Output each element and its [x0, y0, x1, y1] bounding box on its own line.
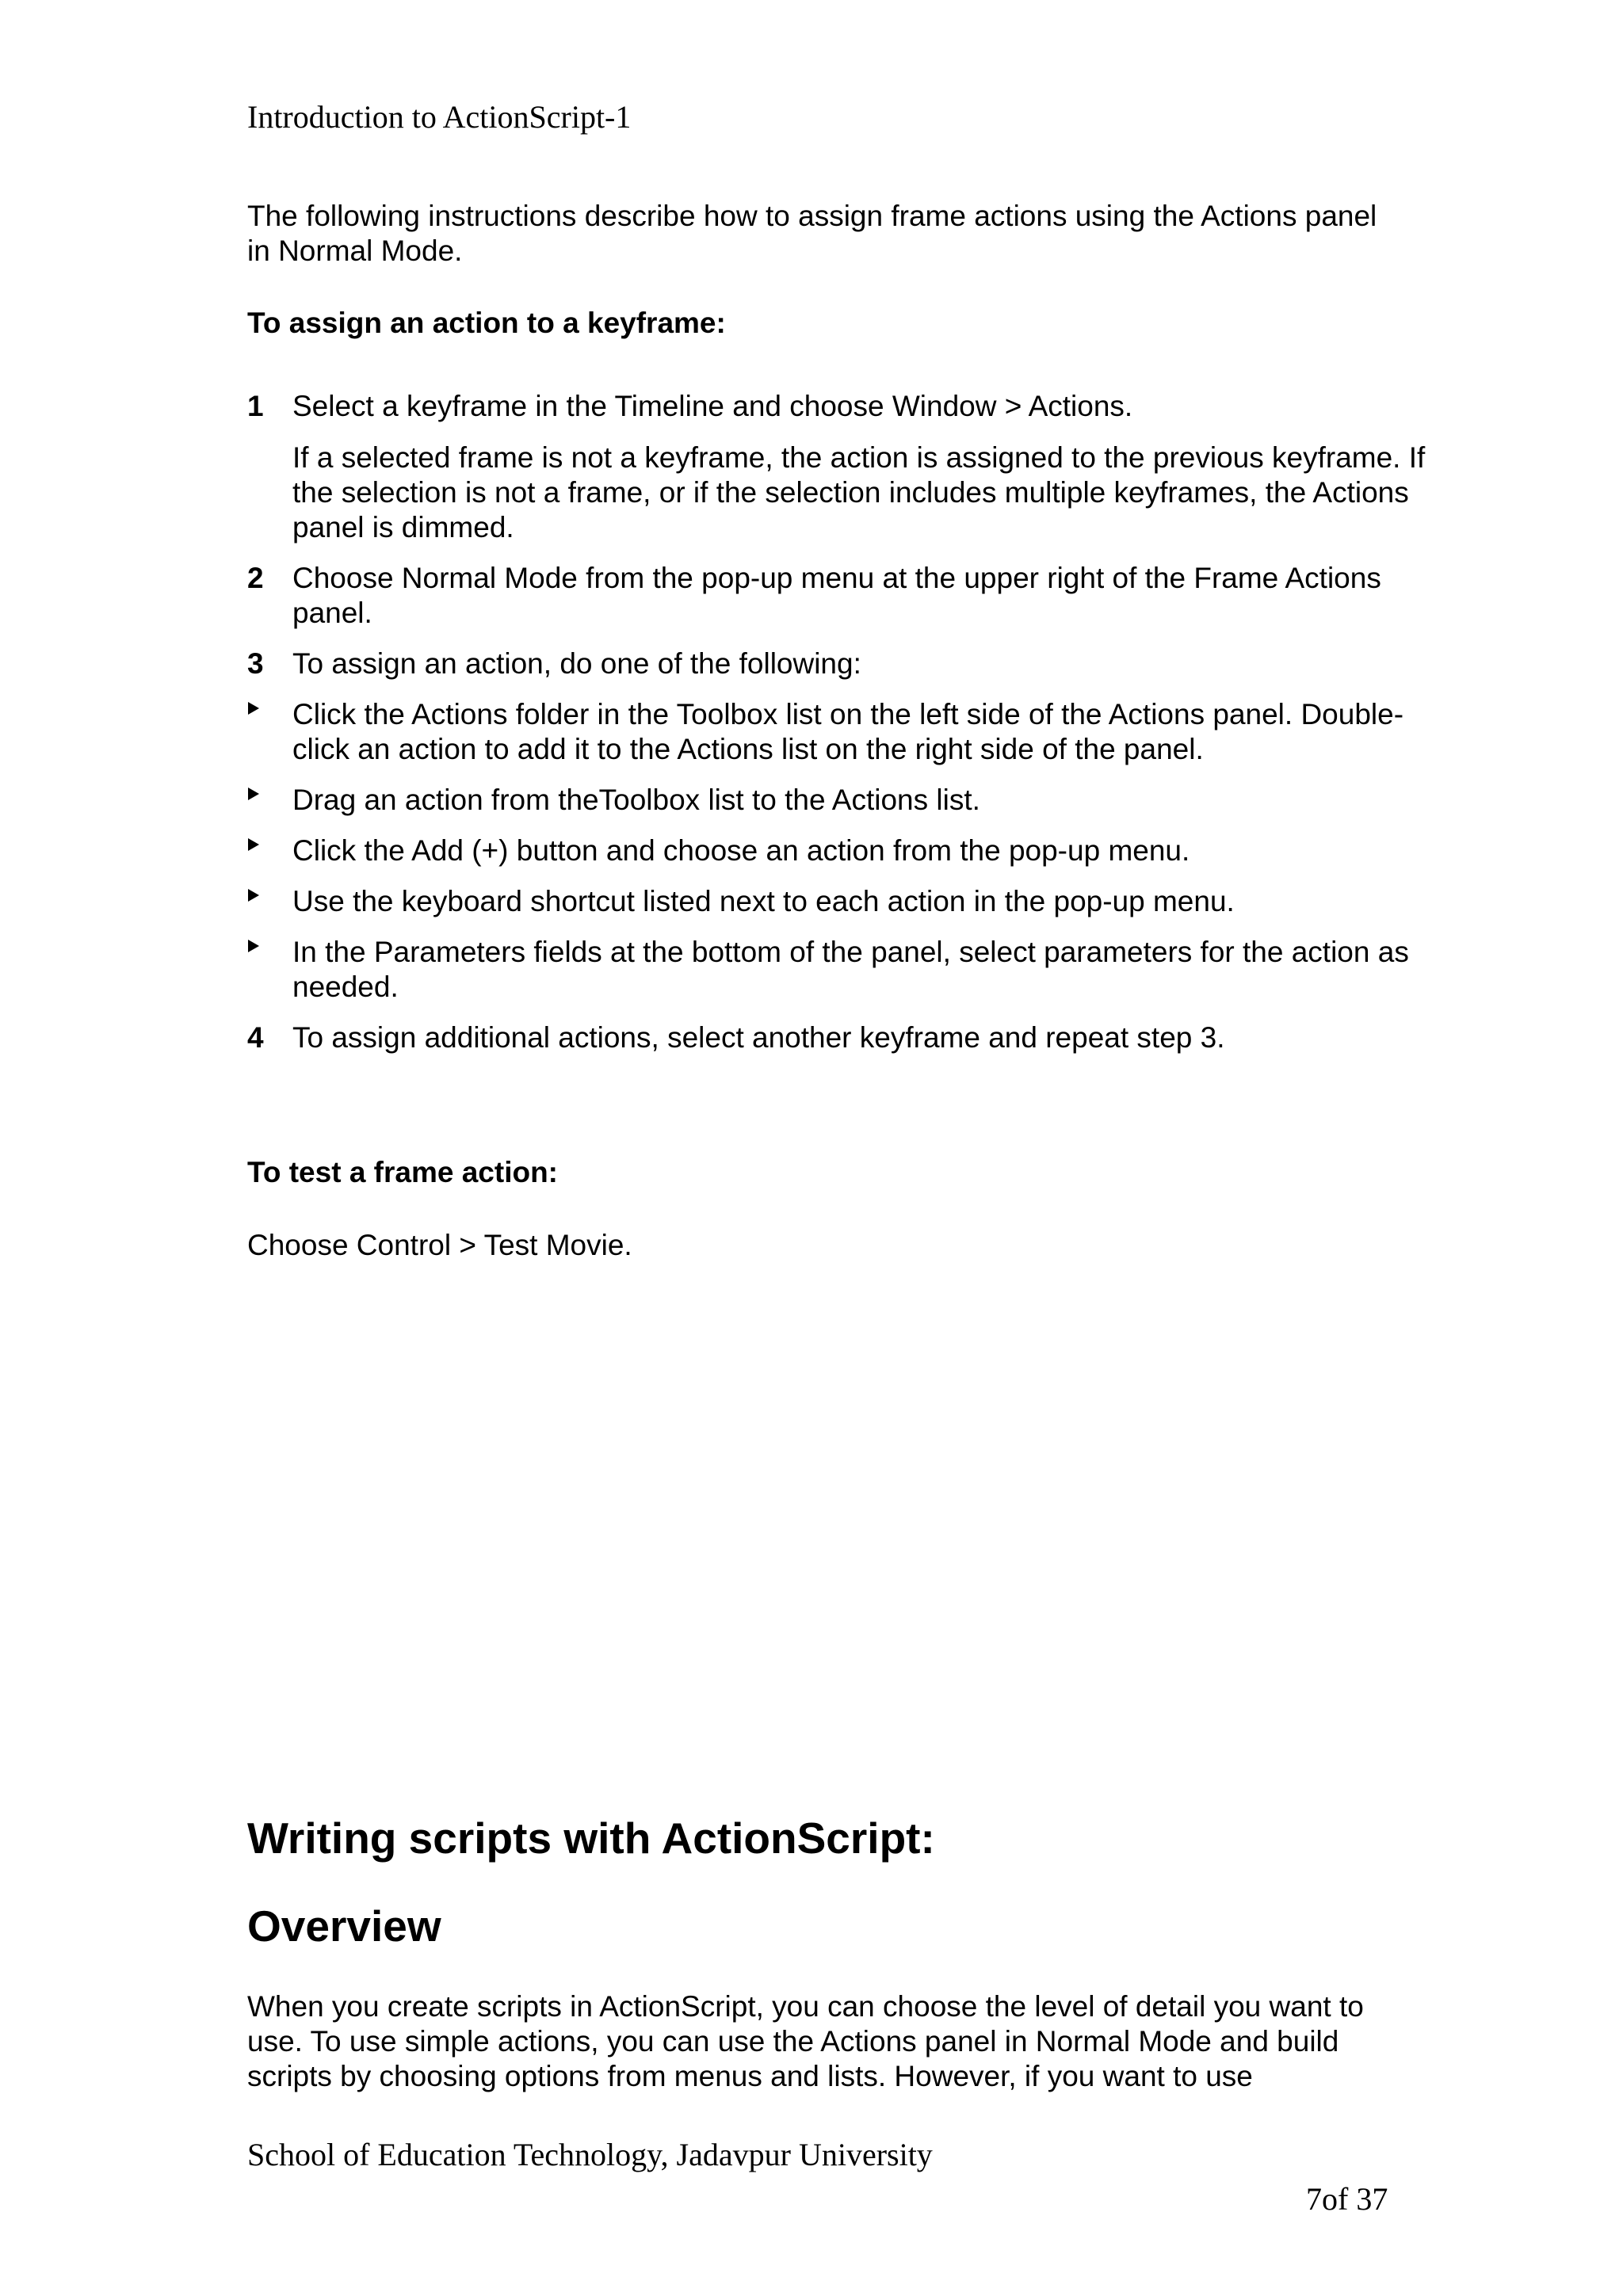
assign-action-heading: To assign an action to a keyframe:	[247, 307, 726, 339]
triangle-bullet-icon	[248, 702, 259, 715]
bullet-text-3: Click the Add (+) button and choose an action from the pop-up menu.	[292, 834, 1190, 867]
section-heading-overview: Overview	[247, 1901, 441, 1951]
step-number-3: 3	[247, 647, 264, 680]
step-number-1: 1	[247, 390, 264, 422]
intro-paragraph: The following instructions describe how to assign frame actions using the Actions panel in Normal Mode.	[247, 200, 1377, 267]
step-number-4: 4	[247, 1021, 264, 1054]
step-note: If a selected frame is not a keyframe, the action is assigned to the previous keyframe. If the selection is not a frame, or if the selection includes multiple keyframes, the Actions panel is dimmed.	[292, 441, 1426, 543]
page-number: 7of 37	[1306, 2181, 1388, 2217]
footer-institution: School of Education Technology, Jadavpur University	[247, 2137, 933, 2172]
test-action-text: Choose Control > Test Movie.	[247, 1229, 632, 1261]
step-text-1: Select a keyframe in the Timeline and choose Window > Actions.	[292, 390, 1133, 422]
step-text-4: To assign additional actions, select another keyframe and repeat step 3.	[292, 1021, 1225, 1054]
bullet-text-4: Use the keyboard shortcut listed next to each action in the pop-up menu.	[292, 885, 1235, 917]
bullet-text-2: Drag an action from theToolbox list to the Actions list.	[292, 784, 980, 816]
triangle-bullet-icon	[248, 838, 259, 851]
bullet-text-1: Click the Actions folder in the Toolbox list on the left side of the Actions panel. Double-click an action to add it to the Actions list on the right side of the panel.	[292, 698, 1404, 765]
test-action-heading: To test a frame action:	[247, 1156, 559, 1188]
step-text-3: To assign an action, do one of the following:	[292, 647, 861, 680]
section-heading-writing-scripts: Writing scripts with ActionScript:	[247, 1814, 935, 1863]
step-number-2: 2	[247, 562, 264, 594]
overview-paragraph: When you create scripts in ActionScript, you can choose the level of detail you want to use. To use simple actions, you can use the Actions panel in Normal Mode and build scripts by choosing options from menus and lists. However, if you want to use	[247, 1990, 1364, 2092]
triangle-bullet-icon	[248, 940, 259, 952]
triangle-bullet-icon	[248, 889, 259, 902]
bullet-text-5: In the Parameters fields at the bottom of the panel, select parameters for the action as needed.	[292, 936, 1409, 1003]
triangle-bullet-icon	[248, 788, 259, 800]
step-text-2: Choose Normal Mode from the pop-up menu at the upper right of the Frame Actions panel.	[292, 562, 1381, 629]
running-header: Introduction to ActionScript-1	[247, 99, 632, 135]
